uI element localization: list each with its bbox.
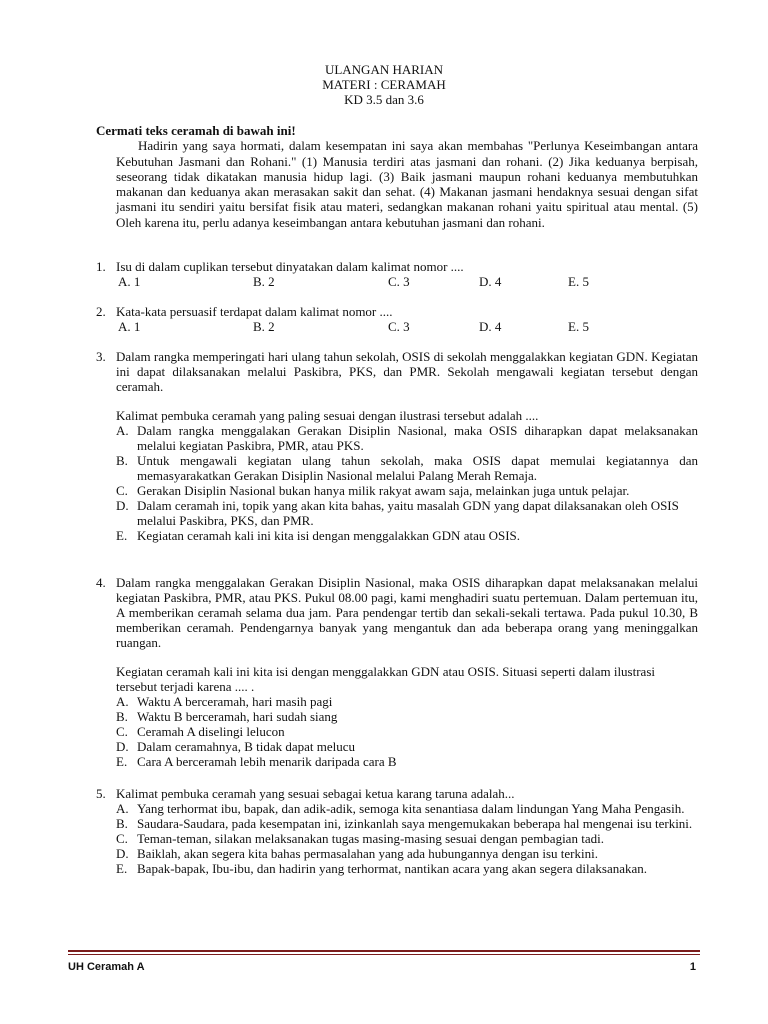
question-2 [96,304,698,334]
option-d: D. 4 [479,319,502,334]
option-letter: C. [116,483,128,498]
option-row [118,274,698,289]
option-letter: D. [116,846,129,861]
option-letter: E. [116,754,128,769]
option-text: Waktu B berceramah, hari sudah siang [137,709,338,724]
document-header [0,62,768,107]
footer-rule [68,950,700,952]
answer-options [116,694,698,769]
option-text: Yang terhormat ibu, bapak, dan adik-adik, semoga kita senantiasa dalam lindungan Yang Maha Pengasih. [137,801,685,816]
option-a [116,694,698,709]
question-1 [96,259,698,289]
option-letter: C. [116,724,128,739]
question-text: Kata-kata persuasif terdapat dalam kalimat nomor .... [116,304,393,319]
option-e: E. 5 [568,319,589,334]
option-e: E. 5 [568,274,589,289]
question-number: 1. [96,259,106,274]
speech-passage: Hadirin yang saya hormati, dalam kesempatan ini saya akan membahas "Perlunya Keseimbangan antara Kebutuhan Jasmani dan Rohani." (1) Manusia terdiri atas jasmani dan rohani. (2) Jika keduanya berpisah, seseorang tidak dikatakan manusia hidup lagi. (3) Baik jasmani maupun rohani keduanya membutuhkan makanan dan keduanya akan merasakan sakit dan sehat. (4) Makanan jasmani hendaknya sesuai dengan sifat jasmani itu sendiri yaitu bersifat fisik atau materi, sedangkan makanan rohani yaitu spiritual atau mental. (5) Oleh karena itu, perlu adanya keseimbangan antara kebutuhan jasmani dan rohani. [116,138,698,230]
option-text: Kegiatan ceramah kali ini kita isi dengan menggalakkan GDN atau OSIS. [137,528,521,543]
option-letter: A. [116,801,129,816]
option-letter: C. [116,831,128,846]
question-4 [96,575,698,769]
option-e [116,754,698,769]
option-letter: E. [116,861,128,876]
option-a [116,801,698,816]
option-text: Dalam ceramah ini, topik yang akan kita bahas, yaitu masalah GDN yang dapat dilaksanakan oleh OSIS melalui Paskibra, PKS, dan PMR. [137,498,679,528]
option-a: A. 1 [118,319,141,334]
question-number: 4. [96,575,106,590]
question-text: Kalimat pembuka ceramah yang sesuai sebagai ketua karang taruna adalah... [116,786,515,801]
question-number: 5. [96,786,106,801]
option-text: Ceramah A diselingi lelucon [137,724,285,739]
question-number: 2. [96,304,106,319]
option-text: Teman-teman, silakan melaksanakan tugas masing-masing sesuai dengan pembagian tadi. [137,831,604,846]
question-text: Isu di dalam cuplikan tersebut dinyatakan dalam kalimat nomor .... [116,259,464,274]
header-subject: MATERI : CERAMAH [322,77,446,92]
option-letter: D. [116,739,129,754]
page-number: 1 [689,961,696,973]
option-text: Saudara-Saudara, pada kesempatan ini, izinkanlah saya mengemukakan beberapa hal mengenai isu terkini. [137,816,693,831]
question-text: Dalam rangka memperingati hari ulang tahun sekolah, OSIS di sekolah menggalakkan kegiatan GDN. Kegiatan ini dapat dilaksanakan melalui Paskibra, PKS, dan PMR. Sekolah mengawali kegiatan tersebut dengan ceramah. [116,349,698,394]
option-text: Dalam ceramahnya, B tidak dapat melucu [137,739,356,754]
question-prompt: Kalimat pembuka ceramah yang paling sesuai dengan ilustrasi tersebut adalah .... [116,408,539,423]
option-e [116,528,698,543]
option-d [116,498,698,528]
option-b: B. 2 [253,274,275,289]
question-text: Dalam rangka menggalakan Gerakan Disiplin Nasional, maka OSIS diharapkan dapat melaksanakan melalui kegiatan Paskibra, PMR, atau PKS. Pukul 08.00 pagi, kami menghadiri suatu pertemuan. Dalam pertemuan itu, A memberikan ceramah selama dua jam. Para pendengar tertib dan sekali-sekali tertawa. Pada pukul 10.30, B memberikan ceramah. Pendengarnya banyak yang mengantuk dan ada beberapa orang yang meninggalkan ruangan. [116,575,698,650]
option-c [116,483,698,498]
question-number: 3. [96,349,106,364]
intro-instruction: Cermati teks ceramah di bawah ini! [96,123,296,138]
option-d [116,846,698,861]
option-d [116,739,698,754]
option-letter: B. [116,453,128,468]
option-a: A. 1 [118,274,141,289]
answer-options [116,801,698,876]
option-letter: A. [116,694,129,709]
option-row [118,319,698,334]
option-c [116,724,698,739]
option-letter: D. [116,498,129,513]
option-b: B. 2 [253,319,275,334]
option-a [116,423,698,453]
option-text: Gerakan Disiplin Nasional bukan hanya milik rakyat awam saja, melainkan juga untuk pelajar. [137,483,630,498]
header-title: ULANGAN HARIAN [324,62,444,77]
option-text: Baiklah, akan segera kita bahas permasalahan yang ada hubungannya dengan isu terkini. [137,846,598,861]
option-b [116,709,698,724]
option-letter: B. [116,816,128,831]
option-c: C. 3 [388,319,410,334]
option-letter: A. [116,423,129,438]
option-c [116,831,698,846]
option-letter: B. [116,709,128,724]
option-text: Waktu A berceramah, hari masih pagi [137,694,333,709]
footer-doc-title: UH Ceramah A [68,961,145,973]
option-text: Cara A berceramah lebih menarik daripada cara B [137,754,397,769]
option-text: Dalam rangka menggalakan Gerakan Disiplin Nasional, maka OSIS diharapkan dapat melaksanakan melalui kegiatan Paskibra, PMR, atau PKS. [137,423,698,453]
question-3 [96,349,698,543]
answer-options [116,423,698,543]
question-5 [96,786,698,876]
footer-rule-thin [68,954,700,955]
intro-section [96,123,698,230]
option-b [116,816,698,831]
option-c: C. 3 [388,274,410,289]
option-text: Untuk mengawali kegiatan ulang tahun sekolah, maka OSIS dapat memulai kegiatannya dan memasyarakatkan Gerakan Disiplin Nasional melalui Palang Merah Remaja. [137,453,698,483]
option-e [116,861,698,876]
option-d: D. 4 [479,274,502,289]
question-prompt: Kegiatan ceramah kali ini kita isi dengan menggalakkan GDN atau OSIS. Situasi seperti dalam ilustrasi tersebut terjadi karena .... . [116,664,655,694]
header-kd: KD 3.5 dan 3.6 [344,92,424,107]
option-text: Bapak-bapak, Ibu-ibu, dan hadirin yang terhormat, nantikan acara yang akan segera dilaksanakan. [137,861,648,876]
option-letter: E. [116,528,128,543]
option-b [116,453,698,483]
